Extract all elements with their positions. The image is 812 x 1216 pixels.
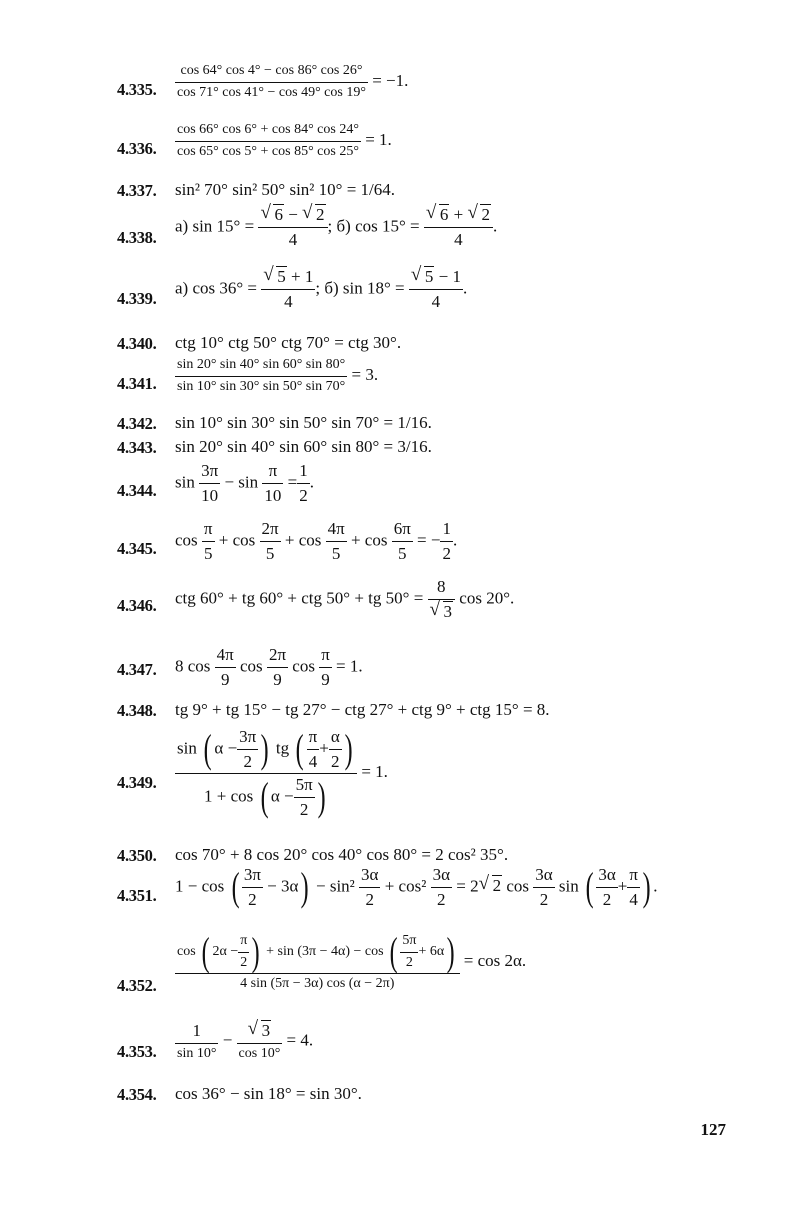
problem-number: 4.345. <box>117 539 157 558</box>
fraction: √ 5 − 1 4 <box>410 264 461 311</box>
fraction: cos ( 2α − $\frac{\pi}{2}$ ) + sin (3π − 4α) − cos ( $\frac{5\pi}{2}$ + 6α) 4 sin (5π − 3α) cos (α − 2π) <box>175 932 460 992</box>
problem-number: 4.351. <box>117 886 157 905</box>
problem-number: 4.336. <box>117 139 157 158</box>
page-number: 127 <box>700 1120 726 1139</box>
problem-number: 4.348. <box>117 701 157 720</box>
fraction: √ 6 − √ 2 4 <box>258 206 327 249</box>
problem-expression: $\frac{\cos 66^\circ \cos 6^\circ + \cos 84^\circ \cos 24^\circ}{\cos 65^\circ \cos 5^\circ + \cos 85^\circ \cos 25^\circ}$ = 1. <box>177 122 392 159</box>
fraction: $\frac{\cos 64^\circ \cos 4^\circ - \cos 86^\circ \cos 26^\circ}{\cos 71^\circ \cos 41^\circ - \cos 49^\circ \cos 19^\circ}$ <box>177 63 366 100</box>
problem-number: 4.353. <box>117 1042 157 1061</box>
fraction: sin ( α − $\frac{3\pi}{2}$ ) tg ( $\frac{\pi}{4}$ + $\frac{\alpha}{2}$ ) 1 + cos ( α − $\frac{5\pi}{2}$ ) <box>175 728 357 818</box>
problem-expression: ctg 10° ctg 50° ctg 70° = ctg 30°. <box>175 333 402 352</box>
problem-number: 4.335. <box>117 80 157 99</box>
problem-number: 4.340. <box>117 334 157 353</box>
problem-expression: а) cos 36° = √ 5 + 1 4 ; б) sin 18° = √ 5 − 1 4 . <box>175 264 468 311</box>
problem-expression: а) sin 15° = √ 6 − √ 2 4 ; б) cos 15° = √ 6 + √ 2 4 . <box>175 202 498 249</box>
problem-expression: sin 10° sin 30° sin 50° sin 70° = 1/16. <box>175 413 432 432</box>
problem-number: 4.342. <box>117 414 157 433</box>
problem-expression: sin $\frac{3\pi}{10}$ − sin $\frac{\pi}{10}$ = $\frac{1}{2}$ . <box>175 461 314 505</box>
problem-expression: sin 20° sin 40° sin 60° sin 80° = 3/16. <box>175 437 432 456</box>
problem-number: 4.350. <box>117 846 157 865</box>
problem-expression: 1 − cos ( $\frac{3\pi}{2}$ − 3α) − sin² $\frac{3\alpha}{2}$ + cos² $\frac{3\alpha}{2}$ = 2 √ 2 cos $\frac{3\alpha}{2}$ sin ( $\frac{3\alpha}{2}$ + $\frac{\pi}{4}$ ) . <box>175 864 658 910</box>
problem-number: 4.344. <box>117 481 157 500</box>
problem-expression: $\frac{\cos 64^\circ \cos 4^\circ - \cos 86^\circ \cos 26^\circ}{\cos 71^\circ \cos 41^\circ - \cos 49^\circ \cos 19^\circ}$ = −1. <box>177 63 409 100</box>
problem-number: 4.343. <box>117 438 157 457</box>
problem-expression: cos 36° − sin 18° = sin 30°. <box>175 1084 362 1103</box>
problem-expression: sin² 70° sin² 50° sin² 10° = 1/64. <box>175 180 396 199</box>
problem-number: 4.337. <box>117 181 157 200</box>
fraction: √ 6 + √ 2 4 <box>424 206 493 249</box>
problem-expression: cos 70° + 8 cos 20° cos 40° cos 80° = 2 cos² 35°. <box>175 845 509 864</box>
fraction: $\frac{\sin 20^\circ \sin 40^\circ \sin 60^\circ \sin 80^\circ}{\sin 10^\circ \sin 30^\circ \sin 50^\circ \sin 70^\circ}$ <box>177 357 346 394</box>
problem-expression: sin ( α − $\frac{3\pi}{2}$ ) tg ( $\frac{\pi}{4}$ + $\frac{\alpha}{2}$ ) 1 + cos ( α − $\frac{5\pi}{2}$ ) = 1. <box>177 726 388 820</box>
problem-expression: $\frac{1}{\sin 10^\circ}$ − √ 3 cos 10° = 4. <box>177 1018 314 1061</box>
problem-number: 4.338. <box>117 228 157 247</box>
problem-expression: $\frac{\sin 20^\circ \sin 40^\circ \sin 60^\circ \sin 80^\circ}{\sin 10^\circ \sin 30^\circ \sin 50^\circ \sin 70^\circ}$ = 3. <box>177 357 379 394</box>
problem-number: 4.341. <box>117 374 157 393</box>
problem-expression: ctg 60° + tg 60° + ctg 50° + tg 50° = 8 √ 3 cos 20°. <box>175 577 515 621</box>
problem-number: 4.352. <box>117 976 157 995</box>
fraction: √ 5 + 1 4 <box>263 264 314 311</box>
problem-expression: cos ( 2α − $\frac{\pi}{2}$ ) + sin (3π − 4α) − cos ( $\frac{5\pi}{2}$ + 6α) 4 sin (5π − 3α) cos (α − 2π) = cos 2α. <box>177 929 527 991</box>
problem-number: 4.347. <box>117 660 157 679</box>
problem-number: 4.346. <box>117 596 157 615</box>
fraction: $\frac{\cos 66^\circ \cos 6^\circ + \cos 84^\circ \cos 24^\circ}{\cos 65^\circ \cos 5^\circ + \cos 85^\circ \cos 25^\circ}$ <box>177 122 359 159</box>
problem-number: 4.349. <box>117 773 157 792</box>
problem-expression: cos $\frac{\pi}{5}$ + cos $\frac{2\pi}{5}$ + cos $\frac{4\pi}{5}$ + cos $\frac{6\pi}{5}$ = − $\frac{1}{2}$ . <box>175 519 458 563</box>
problem-expression: 8 cos $\frac{4\pi}{9}$ cos $\frac{2\pi}{9}$ cos $\frac{\pi}{9}$ = 1. <box>175 645 363 689</box>
problem-number: 4.354. <box>117 1085 157 1104</box>
problem-number: 4.339. <box>117 289 157 308</box>
problem-expression: tg 9° + tg 15° − tg 27° − ctg 27° + ctg 9° + ctg 15° = 8. <box>175 700 550 719</box>
